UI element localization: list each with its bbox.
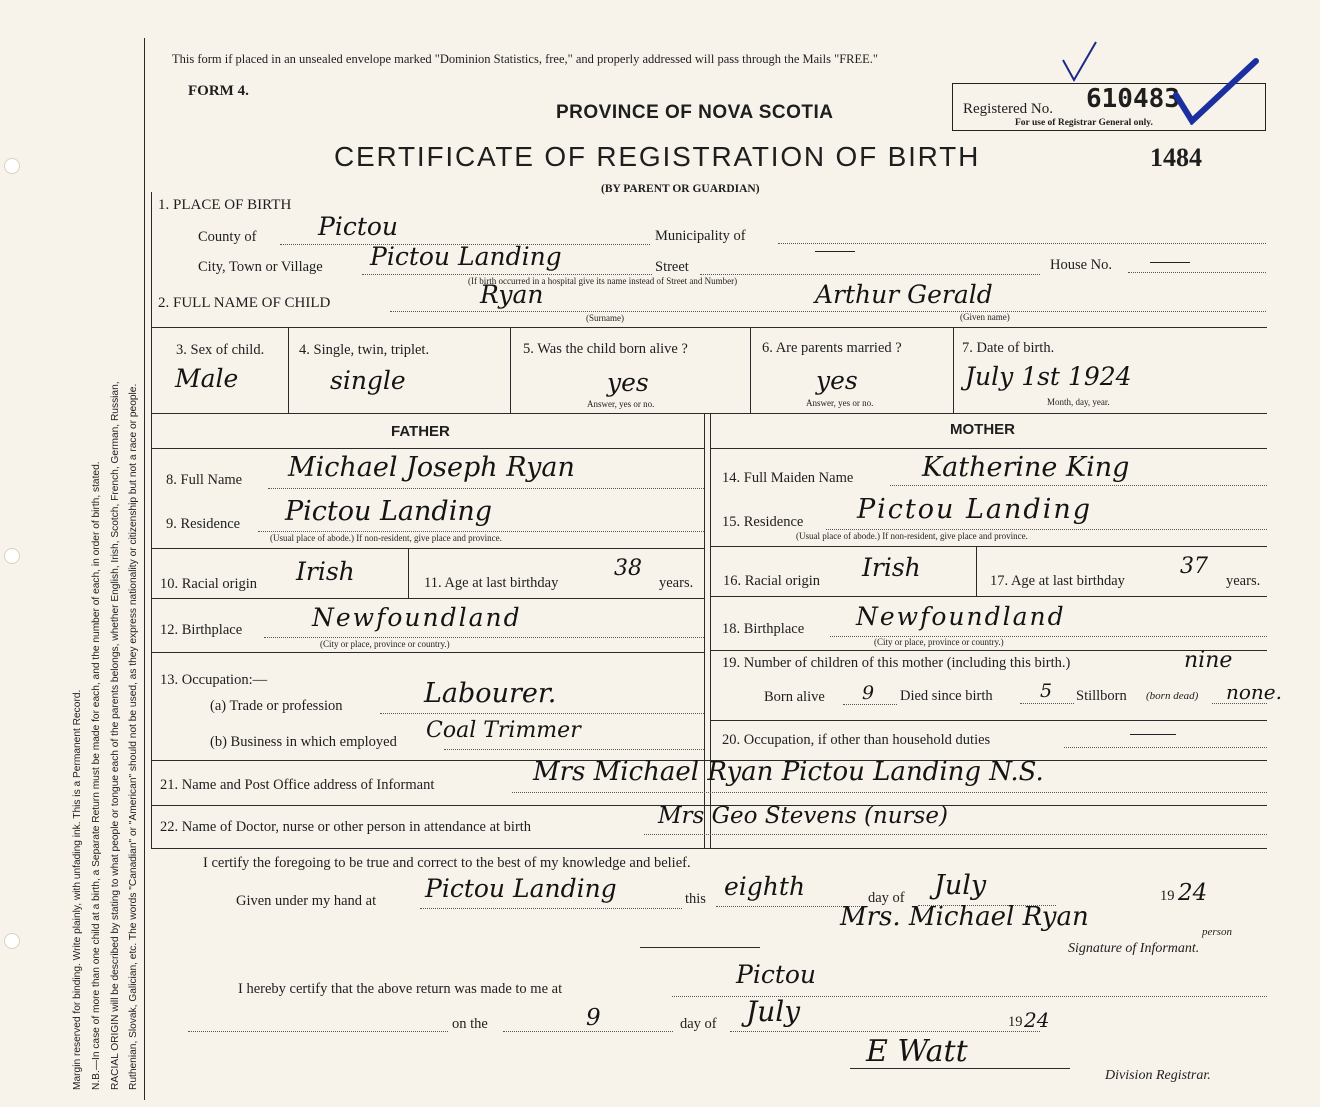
married-label: 6. Are parents married ? — [762, 340, 902, 356]
mother-residence-value: Pictou Landing — [857, 494, 1093, 525]
died-label: Died since birth — [900, 688, 993, 704]
sex-value: Male — [175, 364, 239, 393]
row3-bottom-border — [151, 413, 1267, 414]
father-heading: FATHER — [391, 423, 450, 440]
county-value: Pictou — [318, 212, 399, 241]
informant-signature-caption: Signature of Informant. — [1068, 941, 1200, 956]
page-title: CERTIFICATE OF REGISTRATION OF BIRTH — [334, 141, 981, 172]
informant-signature: Mrs. Michael Ryan — [840, 902, 1089, 932]
return-place-value: Pictou — [736, 960, 817, 989]
place-of-birth-label: 1. PLACE OF BIRTH — [158, 197, 292, 213]
father-trade-label: (a) Trade or profession — [210, 698, 343, 714]
father-residence-caption: (Usual place of abode.) If non-resident, give place and province. — [270, 533, 502, 543]
married-value: yes — [816, 366, 858, 395]
mother-race-value: Irish — [862, 553, 921, 582]
row3-top-border — [151, 327, 1267, 328]
house-dash — [1150, 262, 1190, 263]
father-age-label: 11. Age at last birthday — [424, 575, 559, 591]
return-day-value: 9 — [586, 1005, 601, 1031]
sex-label: 3. Sex of child. — [176, 342, 265, 358]
registered-label: Registered No. — [963, 101, 1053, 117]
born-alive-value: 9 — [862, 682, 875, 704]
single-value: single — [330, 366, 406, 395]
child-name-label: 2. FULL NAME OF CHILD — [158, 295, 331, 311]
child-name-line — [390, 311, 1266, 312]
mother-heading-rule — [710, 448, 1267, 449]
attendant-line — [644, 834, 1267, 835]
mother-children-value: nine — [1184, 648, 1233, 673]
return-day-line — [503, 1031, 673, 1032]
father-residence-line — [258, 531, 704, 532]
mother-residence-caption: (Usual place of abode.) If non-resident, give place and province. — [796, 531, 1028, 541]
registered-number: 610483 — [1086, 84, 1180, 114]
return-day-of: day of — [680, 1016, 717, 1032]
father-race-divider — [408, 548, 409, 598]
mother-row-rule-1 — [710, 546, 1267, 547]
row3-divider-4 — [953, 327, 954, 413]
alive-value: yes — [607, 368, 649, 397]
margin-line — [144, 38, 145, 1100]
free-notice: This form if placed in an unsealed envelope marked "Dominion Statistics, free," and properly addressed will pass through the Mails "FREE." — [172, 52, 879, 66]
father-birthplace-value: Newfoundland — [312, 603, 522, 632]
father-birthplace-label: 12. Birthplace — [160, 622, 243, 638]
father-heading-rule — [151, 448, 704, 449]
father-row-rule-1 — [151, 548, 704, 549]
blue-checkmark-icon — [1170, 55, 1260, 125]
father-race-value: Irish — [296, 557, 355, 586]
house-line — [1128, 272, 1266, 273]
form-number: FORM 4. — [188, 83, 249, 99]
binding-hole-bottom — [4, 933, 20, 949]
street-label: Street — [655, 259, 689, 275]
mother-birthplace-value: Newfoundland — [856, 602, 1066, 631]
city-value: Pictou Landing — [370, 242, 562, 271]
binding-hole-middle — [4, 548, 20, 564]
mother-age-label: 17. Age at last birthday — [990, 573, 1125, 589]
side-note-line3: RACIAL ORIGIN will be described by stating to what people or tongue each of the parents belongs, whether English, Irish, Scotch, French, German, Russian, — [110, 381, 121, 1090]
return-year-value: 24 — [1024, 1008, 1050, 1032]
birth-date-caption: Month, day, year. — [1047, 397, 1110, 407]
page-subtitle: (BY PARENT OR GUARDIAN) — [601, 183, 760, 195]
city-label: City, Town or Village — [198, 259, 323, 275]
house-label: House No. — [1050, 257, 1113, 273]
attendant-row-rule — [151, 848, 1267, 849]
county-label: County of — [198, 229, 257, 245]
row3-divider-1 — [288, 327, 289, 413]
father-name-label: 8. Full Name — [166, 472, 243, 488]
father-row-rule-2 — [151, 598, 704, 599]
died-line — [1020, 703, 1074, 704]
father-age-value: 38 — [614, 556, 642, 581]
mother-residence-label: 15. Residence — [722, 514, 804, 530]
mother-occupation-dash — [1130, 734, 1176, 735]
binding-hole-top — [4, 158, 20, 174]
registrar-signature: E Watt — [866, 1034, 968, 1069]
mother-age-value: 37 — [1180, 554, 1208, 579]
side-note-line1: Margin reserved for binding. Write plainly, with unfading ink. This is a Permanent Record. — [72, 689, 83, 1090]
father-trade-line — [380, 713, 704, 714]
province-heading: PROVINCE OF NOVA SCOTIA — [556, 102, 834, 123]
mother-birthplace-label: 18. Birthplace — [722, 621, 805, 637]
mother-race-label: 16. Racial origin — [723, 573, 821, 589]
street-line — [700, 274, 1040, 275]
given-day-value: eighth — [724, 872, 806, 901]
return-month-value: July — [746, 995, 801, 1028]
mother-name-value: Katherine King — [922, 452, 1130, 483]
city-line — [362, 274, 652, 275]
mother-row-rule-2 — [710, 596, 1267, 597]
birth-date-value: July 1st 1924 — [965, 362, 1132, 391]
mother-name-line — [890, 485, 1267, 486]
certify-statement: I certify the foregoing to be true and correct to the best of my knowledge and belief. — [203, 855, 691, 871]
informant-value: Mrs Michael Ryan Pictou Landing N.S. — [533, 757, 1044, 787]
row3-divider-3 — [750, 327, 751, 413]
return-month-line — [730, 1031, 1040, 1032]
informant-person-note: person — [1202, 926, 1232, 938]
given-place-value: Pictou Landing — [425, 874, 617, 903]
born-alive-label: Born alive — [764, 689, 825, 705]
father-row-rule-3 — [151, 652, 704, 653]
stillborn-note: (born dead) — [1146, 690, 1199, 702]
child-surname: Ryan — [480, 280, 544, 309]
father-race-label: 10. Racial origin — [160, 576, 258, 592]
given-name-caption: (Given name) — [960, 312, 1010, 322]
born-alive-line — [843, 704, 897, 705]
father-age-years: years. — [659, 575, 694, 591]
row3-divider-2 — [510, 327, 511, 413]
given-day-of: day of — [868, 890, 905, 906]
mother-age-years: years. — [1226, 573, 1261, 589]
father-residence-label: 9. Residence — [166, 516, 241, 532]
mother-birthplace-caption: (City or place, province or country.) — [874, 637, 1004, 647]
died-value: 5 — [1040, 680, 1053, 702]
mother-heading: MOTHER — [950, 421, 1015, 438]
father-birthplace-line — [264, 637, 704, 638]
informant-line — [512, 792, 1267, 793]
registrar-note: For use of Registrar General only. — [1015, 118, 1153, 128]
registrar-signature-line — [850, 1068, 1070, 1069]
father-business-value: Coal Trimmer — [426, 718, 581, 743]
single-label: 4. Single, twin, triplet. — [299, 342, 430, 358]
given-place-line — [420, 908, 682, 909]
side-note-line4: Ruthenian, Slovak, Galician, etc. The words "Canadian" or "American" should not be used, as they express nationality or citizenship but not a race or people. — [128, 383, 139, 1090]
given-month-value: July — [934, 870, 987, 901]
signature-line — [640, 947, 760, 948]
mother-race-divider — [976, 546, 977, 596]
given-year-prefix: 19 — [1160, 888, 1175, 904]
return-on-the: on the — [452, 1016, 488, 1032]
father-residence-value: Pictou Landing — [285, 496, 493, 527]
father-business-label: (b) Business in which employed — [210, 734, 397, 750]
alive-caption: Answer, yes or no. — [587, 399, 655, 409]
birth-date-label: 7. Date of birth. — [962, 340, 1055, 356]
return-label: I hereby certify that the above return was made to me at — [238, 981, 563, 997]
stillborn-label: Stillborn — [1076, 688, 1127, 704]
stamp-number: 1484 — [1150, 143, 1202, 172]
mother-occupation-label: 20. Occupation, if other than household duties — [722, 732, 991, 748]
mother-occupation-line — [1064, 747, 1267, 748]
father-trade-value: Labourer. — [424, 678, 557, 709]
mother-children-label: 19. Number of children of this mother (including this birth.) — [722, 655, 1071, 671]
checkmark-icon — [1060, 38, 1100, 84]
given-under-label: Given under my hand at — [236, 893, 377, 909]
mother-residence-line — [826, 529, 1267, 530]
father-birthplace-caption: (City or place, province or country.) — [320, 639, 450, 649]
stillborn-value: none. — [1226, 680, 1282, 704]
surname-caption: (Surname) — [586, 313, 624, 323]
mother-name-label: 14. Full Maiden Name — [722, 470, 854, 486]
mother-row-rule-4 — [710, 720, 1267, 721]
father-business-line — [444, 749, 704, 750]
attendant-label: 22. Name of Doctor, nurse or other person in attendance at birth — [160, 819, 532, 835]
return-year-prefix: 19 — [1008, 1014, 1023, 1030]
father-occupation-label: 13. Occupation:— — [160, 672, 268, 688]
attendant-value: Mrs Geo Stevens (nurse) — [658, 803, 948, 829]
informant-label: 21. Name and Post Office address of Informant — [160, 777, 435, 793]
father-name-value: Michael Joseph Ryan — [288, 452, 575, 483]
municipality-line — [778, 243, 1266, 244]
on-the-lead-line — [188, 1031, 448, 1032]
given-this: this — [685, 891, 706, 907]
married-caption: Answer, yes or no. — [806, 398, 874, 408]
street-dash — [815, 251, 855, 252]
hospital-note: (If birth occurred in a hospital give its name instead of Street and Number) — [468, 276, 738, 286]
given-year-value: 24 — [1178, 880, 1208, 906]
side-note-line2: N.B.—In case of more than one child at a birth, a Separate Return must be made for each, and the number of each, in order of birth, stated. — [91, 461, 102, 1090]
form-left-border — [151, 192, 152, 848]
father-name-line — [268, 488, 704, 489]
municipality-label: Municipality of — [655, 228, 746, 244]
registrar-caption: Division Registrar. — [1105, 1068, 1211, 1083]
alive-label: 5. Was the child born alive ? — [523, 341, 688, 357]
child-given-name: Arthur Gerald — [815, 280, 993, 309]
